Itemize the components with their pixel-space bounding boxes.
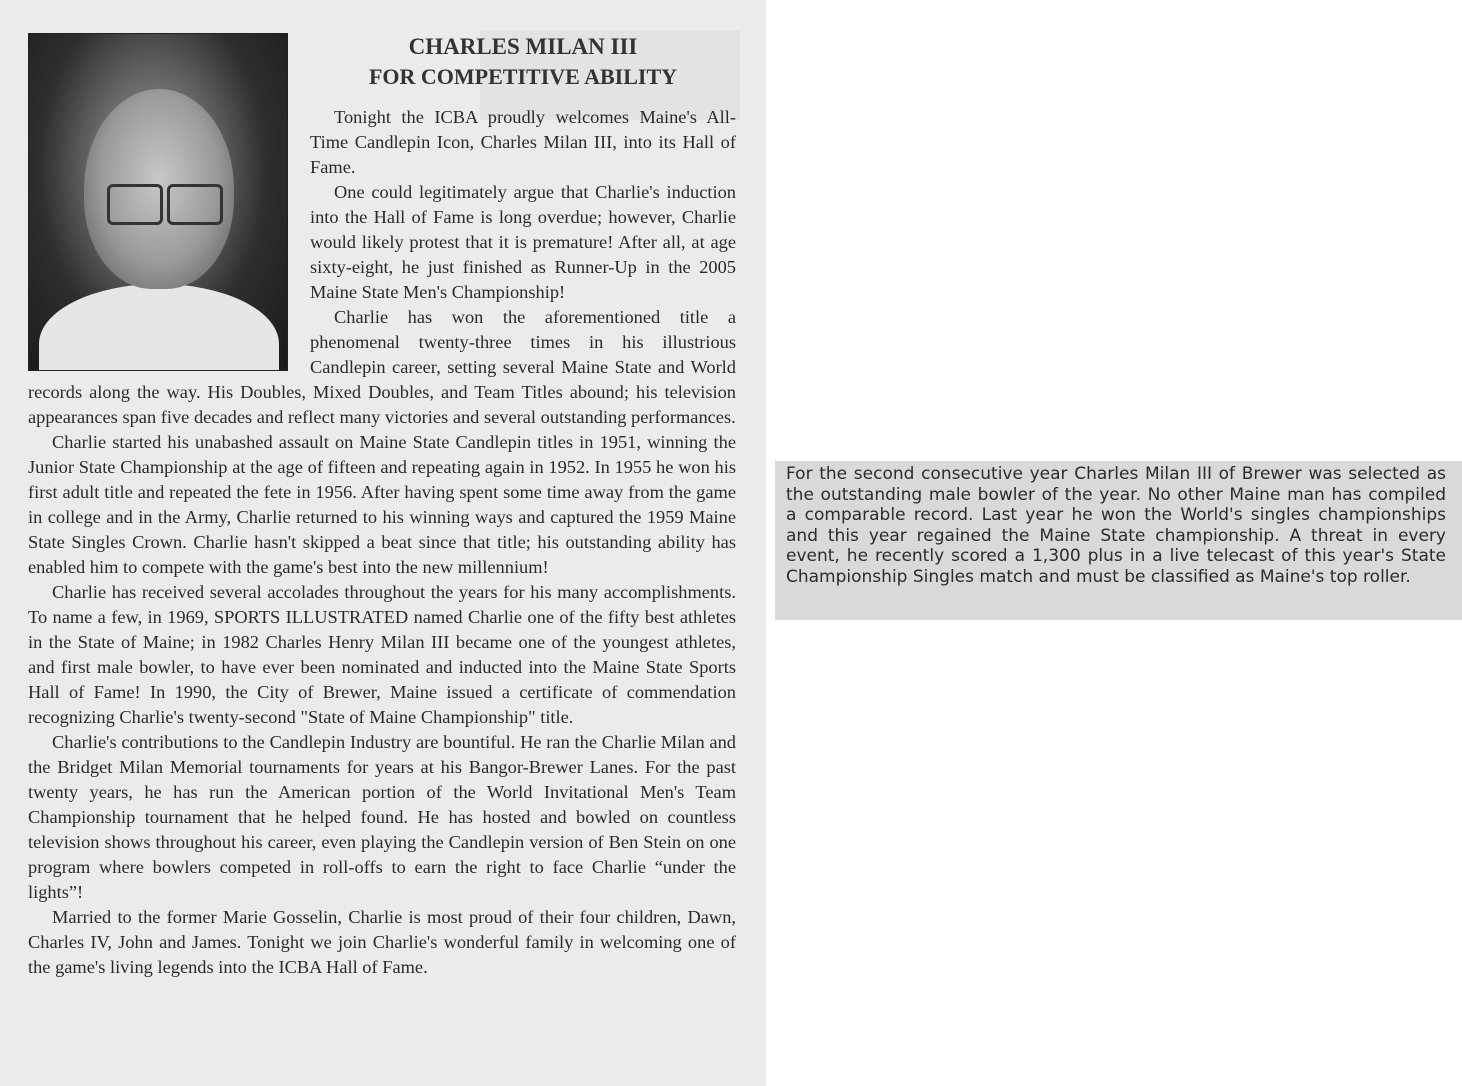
photo-glasses-right bbox=[167, 184, 223, 225]
photo-glasses-left bbox=[107, 184, 163, 225]
newspaper-clipping bbox=[775, 461, 1462, 620]
article bbox=[28, 33, 736, 980]
article-title: CHARLES MILAN III bbox=[408, 34, 638, 59]
paragraph: One could legitimately argue that Charlie's induction into the Hall of Fame is long overdue; however, Charlie would likely protest that it is premature! After all, at age sixty-eight, he just finished as Runner-Up in the 2005 Maine State Men's Championship! bbox=[310, 182, 736, 302]
photo-shirt bbox=[39, 284, 279, 371]
article-subtitle: FOR COMPETITIVE ABILITY bbox=[368, 64, 678, 89]
paragraph: Charlie has received several accolades throughout the years for his many accomplishments. To name a few, in 1969, SPORTS ILLUSTRATED named Charlie one of the fifty best athletes in the State of Maine; in 1982 Charles Henry Milan III became one of the youngest athletes, and first male bowler, to have ever been nominated and inducted into the Maine State Sports Hall of Fame! In 1990, the City of Brewer, Maine issued a certificate of commendation recognizing Charlie's twenty-second "State of Maine Championship" title. bbox=[28, 582, 736, 727]
paragraph: Charlie's contributions to the Candlepin Industry are bountiful. He ran the Charlie Milan and the Bridget Milan Memorial tournaments for years at his Bangor-Brewer Lanes. For the past twenty years, he has run the American portion of the World Invitational Men's Team Championship tournament that he helped found. He has hosted and bowled on countless television shows throughout his career, even playing the Candlepin version of Ben Stein on one program where bowlers competed in roll-offs to earn the right to face Charlie “under the lights”! bbox=[28, 732, 736, 902]
clipping-text: For the second consecutive year Charles Milan III of Brewer was selected as the outstanding male bowler of the year. No other Maine man has compiled a comparable record. Last year he won the World's singles championships and this year regained the Maine State championship. A threat in every event, he recently scored a 1,300 plus in a live telecast of this year's State Championship Singles match and must be classified as Maine's top roller. bbox=[786, 464, 1446, 587]
paragraph: Tonight the ICBA proudly welcomes Maine's All-Time Candlepin Icon, Charles Milan III, into its Hall of Fame. bbox=[310, 107, 736, 177]
portrait-photo bbox=[28, 33, 288, 371]
paragraph: Charlie started his unabashed assault on Maine State Candlepin titles in 1951, winning the Junior State Championship at the age of fifteen and repeating again in 1952. In 1955 he won his first adult title and repeated the fete in 1956. After having spent some time away from the game in college and in the Army, Charlie returned to his winning ways and captured the 1959 Maine State Singles Crown. Charlie hasn't skipped a beat since that title; his outstanding ability has enabled him to compete with the game's best into the new millennium! bbox=[28, 432, 736, 577]
paragraph: Married to the former Marie Gosselin, Charlie is most proud of their four children, Dawn, Charles IV, John and James. Tonight we join Charlie's wonderful family in welcoming one of the game's living legends into the ICBA Hall of Fame. bbox=[28, 907, 736, 977]
paragraph: Charlie has won the aforementioned title a phenomenal twenty-three times in his illustrious Candlepin career, setting several Maine State and World records along the way. His Doubles, Mixed Doubles, and Team Titles abound; his television appearances span five decades and reflect many victories and several outstanding performances. bbox=[28, 307, 736, 427]
